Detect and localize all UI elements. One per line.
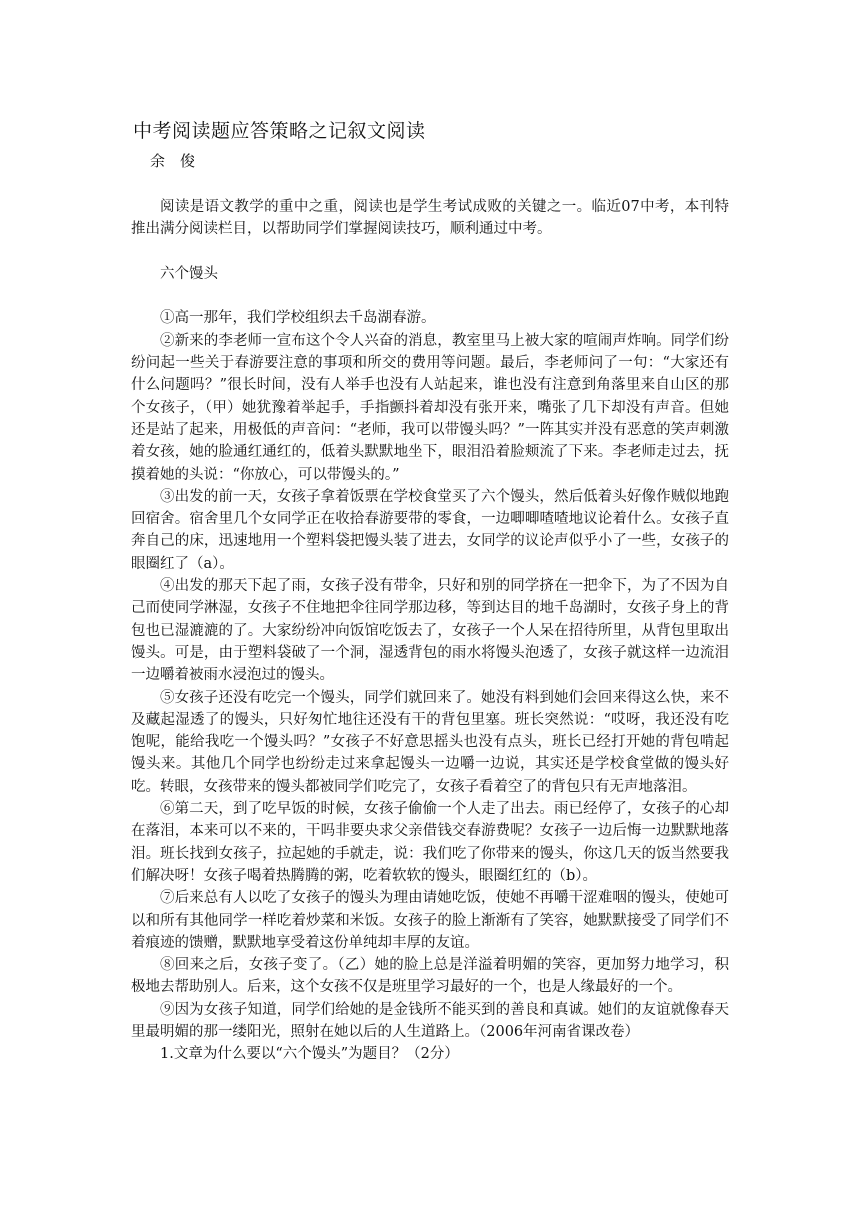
- page-title: 中考阅读题应答策略之记叙文阅读: [133, 120, 426, 142]
- paragraph-9: ⑨因为女孩子知道，同学们给她的是金钱所不能买到的善良和真诚。她们的友谊就像春天里最明媚的那一缕阳光，照射在她以后的人生道路上。（2006年河南省课改卷）: [131, 1001, 729, 1040]
- intro-paragraph: 阅读是语文教学的重中之重，阅读也是学生考试成败的关键之一。临近07中考，本刊特推出满分阅读栏目，以帮助同学们掌握阅读技巧，顺利通过中考。: [131, 199, 729, 238]
- paragraph-8: ⑧回来之后，女孩子变了。（乙）她的脸上总是洋溢着明媚的笑容，更加努力地学习，积极地去帮助别人。后来，这个女孩不仅是班里学习最好的一个，也是人缘最好的一个。: [131, 957, 729, 996]
- paragraph-6: ⑥第二天，到了吃早饭的时候，女孩子偷偷一个人走了出去。雨已经停了，女孩子的心却在落泪，本来可以不来的，干吗非要央求父亲借钱交春游费呢？女孩子一边后悔一边默默地落泪。班长找到女孩子，拉起她的手就走，说：我们吃了你带来的馒头，你这几天的饭当然要我们解决呀！女孩子喝着热腾腾的粥，吃着软软的馒头，眼圈红红的（b）。: [131, 801, 729, 884]
- paragraph-7: ⑦后来总有人以吃了女孩子的馒头为理由请她吃饭，使她不再嚼干涩难咽的馒头，使她可以和所有其他同学一样吃着炒菜和米饭。女孩子的脸上渐渐有了笑容，她默默接受了同学们不着痕迹的馈赠，默默地享受着这份单纯却丰厚的友谊。: [131, 890, 729, 951]
- author-name: 余 俊: [150, 152, 196, 170]
- paragraph-4: ④出发的那天下起了雨，女孩子没有带伞，只好和别的同学挤在一把伞下，为了不因为自己而使同学淋湿，女孩子不住地把伞往同学那边移，等到达目的地千岛湖时，女孩子身上的背包也已湿漉漉的了。大家纷纷冲向饭馆吃饭去了，女孩子一个人呆在招待所里，从背包里取出馒头。可是，由于塑料袋破了一个洞，湿透背包的雨水将馒头泡透了，女孩子就这样一边流泪一边嚼着被雨水浸泡过的馒头。: [131, 578, 729, 684]
- article-body: [131, 196, 729, 1066]
- paragraph-3: ③出发的前一天，女孩子拿着饭票在学校食堂买了六个馒头，然后低着头好像作贼似地跑回宿舍。宿舍里几个女同学正在收拾春游要带的零食，一边唧唧喳喳地议论着什么。女孩子直奔自己的床，迅速地用一个塑料袋把馒头装了进去，女同学的议论声似乎小了一些，女孩子的眼圈红了（a）。: [131, 488, 729, 572]
- paragraph-2: ②新来的李老师一宣布这个令人兴奋的消息，教室里马上被大家的喧闹声炸响。同学们纷纷问起一些关于春游要注意的事项和所交的费用等问题。最后，李老师问了一句：“大家还有什么问题吗？”很长时间，没有人举手也没有人站起来，谁也没有注意到角落里来自山区的那个女孩子，（甲）她犹豫着举起手，手指颤抖着却没有张开来，嘴张了几下却没有声音。但她还是站了起来，用极低的声音问：“老师，我可以带馒头吗？”一阵其实并没有恶意的笑声刺激着女孩，她的脸通红通红的，低着头默默地坐下，眼泪沿着脸颊流了下来。李老师走过去，抚摸着她的头说：“你放心，可以带馒头的。”: [131, 332, 729, 483]
- paragraph-5: ⑤女孩子还没有吃完一个馒头，同学们就回来了。她没有料到她们会回来得这么快，来不及藏起湿透了的馒头，只好匆忙地往还没有干的背包里塞。班长突然说：“哎呀，我还没有吃饱呢，能给我吃一个馒头吗？”女孩子不好意思摇头也没有点头，班长已经打开她的背包啃起馒头来。其他几个同学也纷纷走过来拿起馒头一边嚼一边说，其实还是学校食堂做的馒头好吃。转眼，女孩带来的馒头都被同学们吃完了，女孩子看着空了的背包只有无声地落泪。: [131, 689, 729, 795]
- spacer: [131, 241, 729, 263]
- story-title: 六个馒头: [160, 265, 218, 282]
- question-1: 1.文章为什么要以“六个馒头”为题目？（2分）: [160, 1046, 459, 1063]
- paragraph-1: ①高一那年，我们学校组织去千岛湖春游。: [160, 310, 436, 327]
- spacer: [131, 285, 729, 307]
